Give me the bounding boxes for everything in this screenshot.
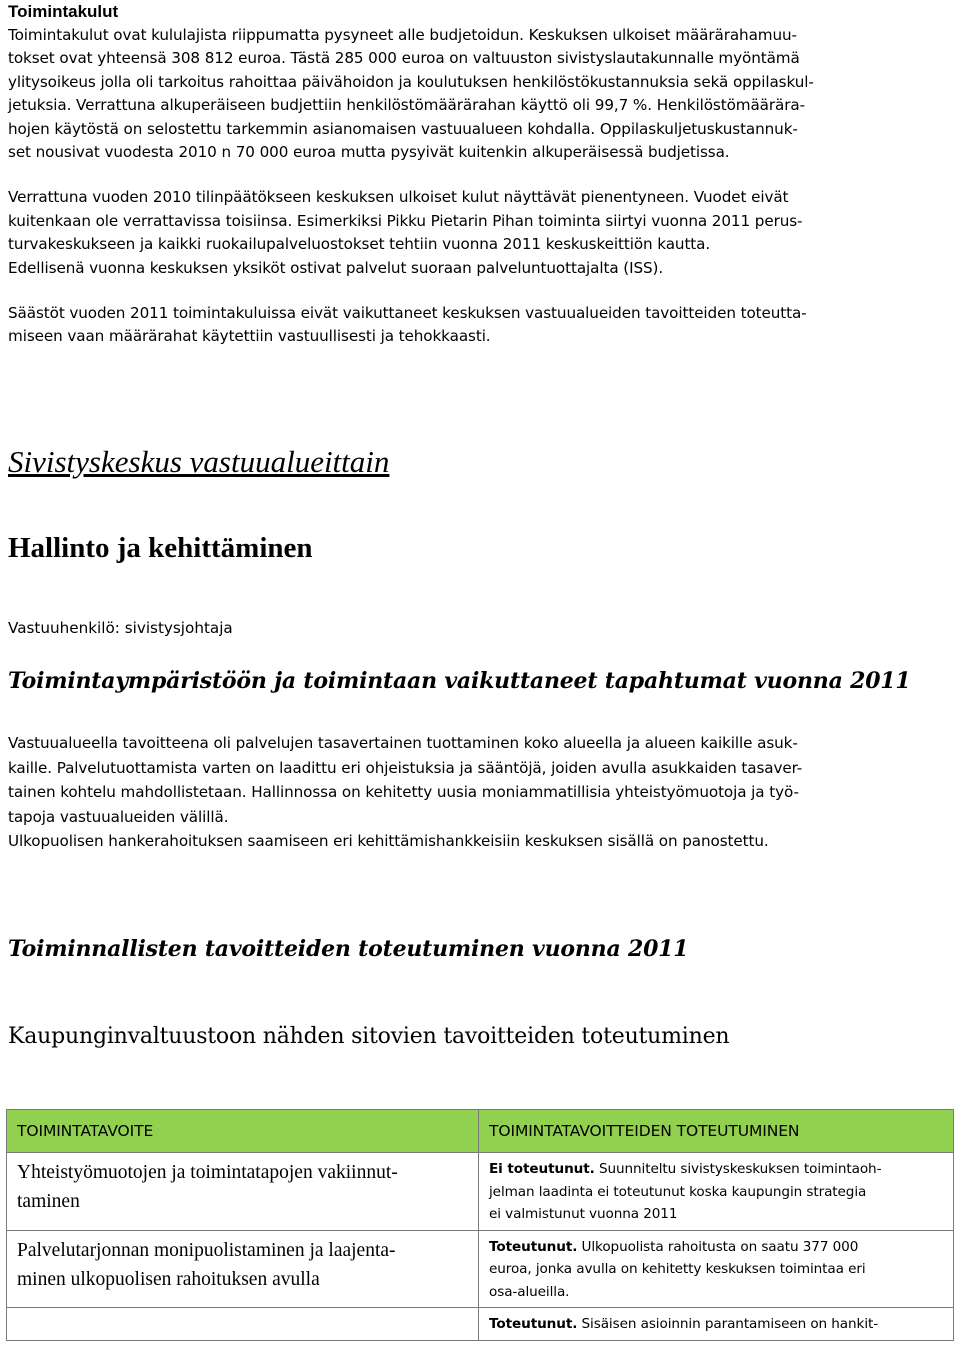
table-row xyxy=(7,1230,954,1308)
result-line: jelman laadinta ei toteutunut koska kaupungin strategia xyxy=(489,1183,867,1200)
text-line: turvakeskukseen ja kaikki ruokailupalveluostokset tehtiin vuonna 2011 keskuskeittiön kautta. xyxy=(8,235,711,254)
text-line: Verrattuna vuoden 2010 tilinpäätökseen keskuksen ulkoiset kulut näyttävät pienentyneen. Vuodet eivät xyxy=(8,188,789,207)
goal-line: taminen xyxy=(17,1191,80,1212)
goal-line: Yhteistyömuotojen ja toimintatapojen vakiinnut- xyxy=(17,1162,398,1183)
binding-goals-heading: Kaupunginvaltuustoon nähden sitovien tavoitteiden toteutuminen xyxy=(8,1024,730,1049)
text-line: miseen vaan määrärahat käytettiin vastuullisesti ja tehokkaasti. xyxy=(8,327,491,346)
section-title: Sivistyskeskus vastuualueittain xyxy=(8,444,390,479)
result-line: ei valmistunut vuonna 2011 xyxy=(489,1206,678,1222)
status-label: Ei toteutunut. xyxy=(489,1161,595,1177)
goal-cell xyxy=(7,1153,479,1231)
text-line: jetuksia. Verrattuna alkuperäiseen budjettiin henkilöstömäärärahan käyttö oli 99,7 %. Henkilöstömäärära- xyxy=(8,96,805,115)
text-line: Vastuualueella tavoitteena oli palvelujen tasavertainen tuottaminen koko alueella ja alueen kaikille asuk- xyxy=(8,734,798,752)
text-line: Säästöt vuoden 2011 toimintakuluissa eivät vaikuttaneet keskuksen vastuualueiden tavoitteiden toteutta- xyxy=(8,304,807,323)
intro-section xyxy=(8,0,953,349)
intro-paragraph-3 xyxy=(8,302,953,349)
result-cell xyxy=(479,1153,954,1231)
text-line: Toimintakulut ovat kululajista riippumatta pysyneet alle budjetoidun. Keskuksen ulkoiset määrärahamuu- xyxy=(8,26,797,44)
goal-line: Palvelutarjonnan monipuolistaminen ja laajenta- xyxy=(17,1239,396,1261)
goal-line: minen ulkopuolisen rahoituksen avulla xyxy=(17,1268,320,1290)
text-line: Edellisenä vuonna keskuksen yksiköt ostivat palvelut suoraan palveluntuottajalta (ISS). xyxy=(8,258,664,277)
intro-paragraph-1 xyxy=(8,24,953,164)
table-header-row xyxy=(7,1110,954,1153)
column-header-goal: TOIMINTATAVOITE xyxy=(7,1110,479,1153)
responsible-person: Vastuuhenkilö: sivistysjohtaja xyxy=(8,619,233,637)
text-line: hojen käytöstä on selostettu tarkemmin asianomaisen vastuualueen kohdalla. Oppilaskuljetuskustannuk- xyxy=(8,119,798,138)
text-line: ylitysoikeus jolla oli tarkoitus rahoittaa päivähoidon ja koulutuksen henkilöstökustannuksia sekä oppilaskul- xyxy=(8,72,814,91)
goal-cell xyxy=(7,1308,479,1341)
result-line: Sisäisen asioinnin parantamiseen on hankit- xyxy=(577,1316,879,1332)
status-label: Toteutunut. xyxy=(489,1316,578,1332)
text-line: kaille. Palvelutuottamista varten on laadittu eri ohjeistuksia ja sääntöjä, joiden avulla asukkaiden tasaver- xyxy=(8,758,803,777)
goals-table xyxy=(6,1109,954,1341)
status-label: Toteutunut. xyxy=(489,1238,578,1255)
result-line: osa-alueilla. xyxy=(489,1283,570,1300)
goal-cell xyxy=(7,1230,479,1308)
section-heading-toimintakulut: Toimintakulut xyxy=(8,2,119,21)
text-line: kuitenkaan ole verrattavissa toisiinsa. Esimerkiksi Pikku Pietarin Pihan toiminta siirtyi vuonna 2011 perus- xyxy=(8,211,803,230)
text-line: Ulkopuolisen hankerahoituksen saamiseen eri kehittämishankkeisiin keskuksen sisällä on panostettu. xyxy=(8,832,769,851)
events-heading: Toimintaympäristöön ja toimintaan vaikuttaneet tapahtumat vuonna 2011 xyxy=(8,668,911,694)
column-header-result: TOIMINTATAVOITTEIDEN TOTEUTUMINEN xyxy=(479,1110,954,1153)
text-line: set nousivat vuodesta 2010 n 70 000 euroa mutta pysyivät kuitenkin alkuperäisessä budjetissa. xyxy=(8,143,730,162)
result-cell xyxy=(479,1230,954,1308)
result-line: Ulkopuolista rahoitusta on saatu 377 000 xyxy=(577,1238,859,1255)
text-line: tainen kohtelu mahdollistetaan. Hallinnossa on kehitetty uusia moniammatillisia yhteistyömuotoja ja työ- xyxy=(8,783,799,802)
intro-paragraph-2 xyxy=(8,186,953,280)
subsection-title: Hallinto ja kehittäminen xyxy=(8,532,313,564)
goals-heading: Toiminnallisten tavoitteiden toteutuminen vuonna 2011 xyxy=(8,936,689,962)
text-line: tapoja vastuualueiden välillä. xyxy=(8,807,229,826)
table-row xyxy=(7,1153,954,1231)
result-line: euroa, jonka avulla on kehitetty keskuksen toimintaa eri xyxy=(489,1261,866,1277)
table-row xyxy=(7,1308,954,1341)
text-line: tokset ovat yhteensä 308 812 euroa. Tästä 285 000 euroa on valtuuston sivistyslautakunnalle myöntämä xyxy=(8,49,800,68)
events-paragraph xyxy=(8,731,953,854)
result-cell xyxy=(479,1308,954,1341)
result-line: Suunniteltu sivistyskeskuksen toimintaoh- xyxy=(594,1161,882,1177)
